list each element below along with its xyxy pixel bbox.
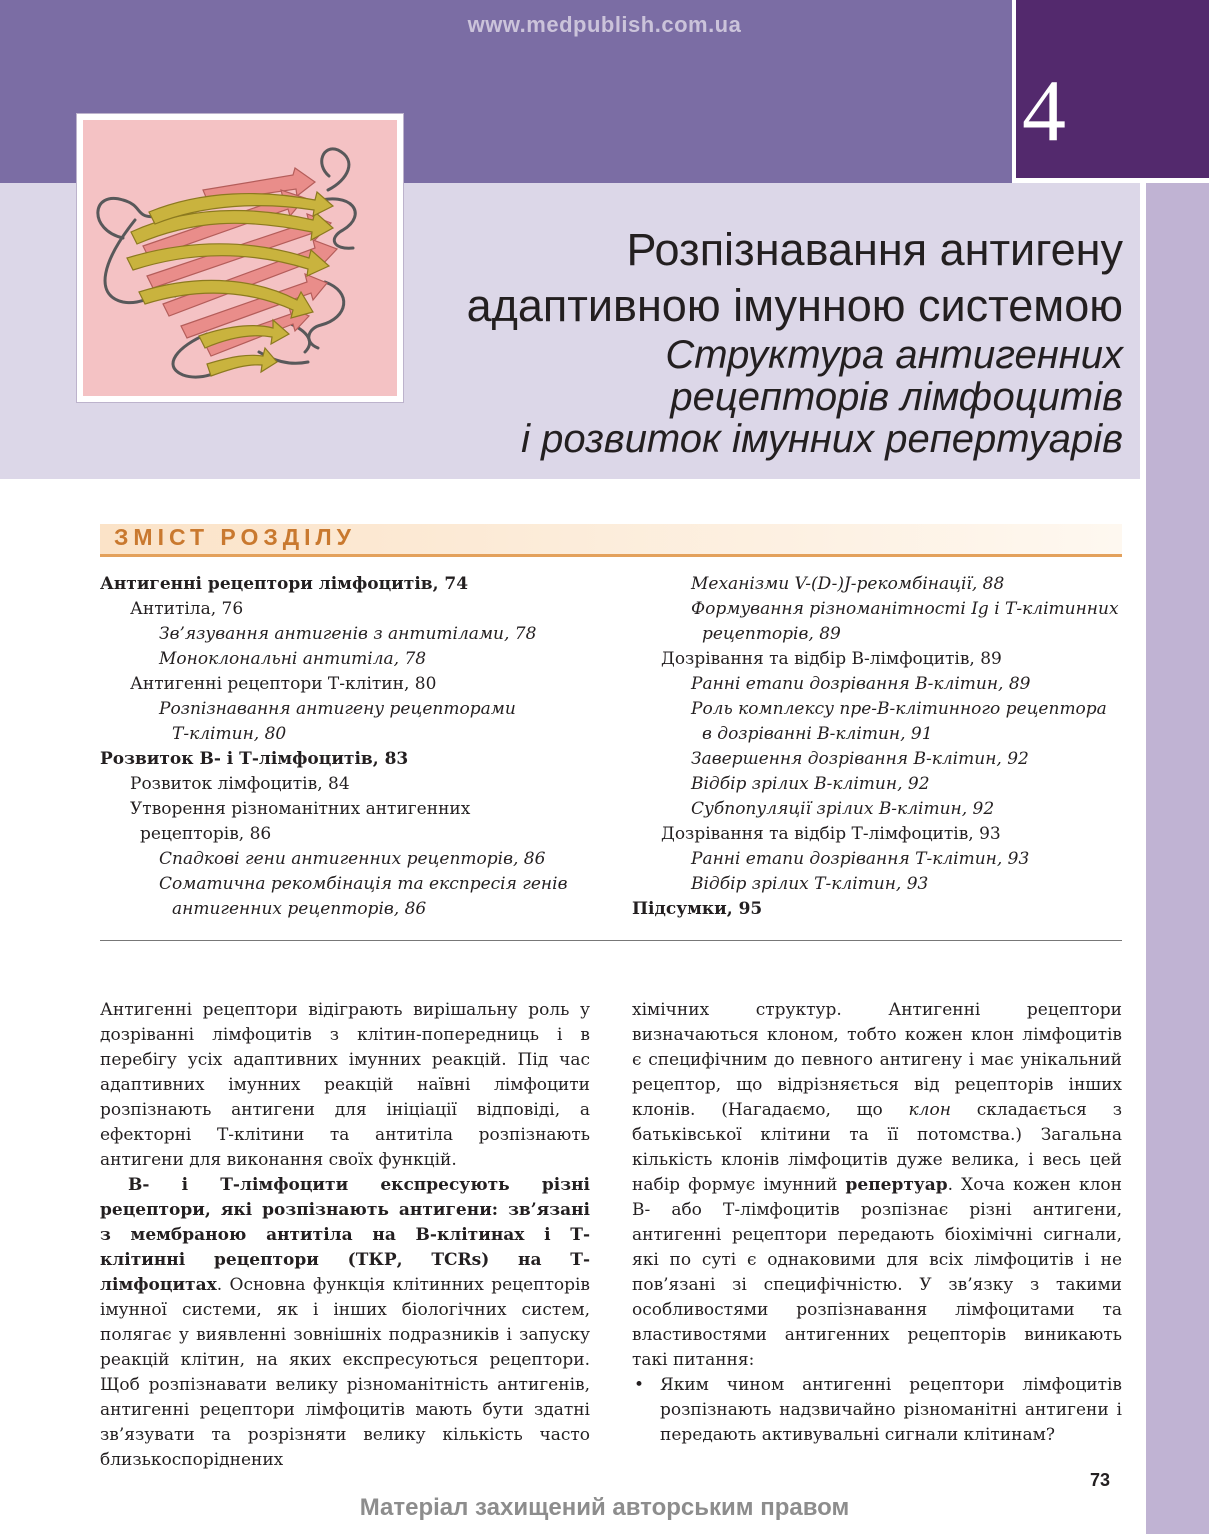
paragraph-text: . Основна функція клітинних рецепторів імунної системи, як і інших біологічних систем, полягає у виявленні зовнішніх подразників і запуску реакцій клітин, на яких експресуються рецептори. Щоб розпізнавати велику різноманітність антигенів, антигенні рецептори лімфоцитів мають бути здатні зв’язувати та розрізняти велику кількість часто близькоспоріднених — [100, 1275, 590, 1470]
toc-entry[interactable]: Підсумки, 95 — [632, 899, 763, 919]
bullet-icon: • — [634, 1375, 645, 1395]
copyright-watermark: Матеріал захищений авторським правом — [359, 1494, 850, 1521]
toc-entry[interactable]: Дозрівання та відбір Т-лімфоцитів, 93 — [661, 824, 1001, 844]
italic-term: клон — [908, 1100, 951, 1120]
side-bar — [1146, 183, 1209, 1534]
body-paragraph: Антигенні рецептори відіграють вирішальну роль у дозріванні лімфоцитів з клітин-попередниць і в перебігу усіх адаптивних імунних реакцій. Під час адаптивних імунних реакцій наївні лімфоцити розпізнають антигени для ініціації відповіді, а ефекторні Т-клітини та антитіла розпізнають антигени для виконання своїх функцій. — [100, 1000, 590, 1170]
body-column-right — [632, 998, 1122, 1448]
page-number: 73 — [1090, 1470, 1111, 1490]
toc-entry-continued[interactable]: в дозріванні В-клітин, 91 — [702, 724, 933, 744]
chapter-title-block — [467, 222, 1123, 460]
toc-entry[interactable]: Дозрівання та відбір В-лімфоцитів, 89 — [661, 649, 1002, 669]
contents-heading-bar — [100, 524, 1122, 557]
subtitle-line: рецепторів лімфоцитів — [670, 375, 1123, 419]
toc-entry[interactable]: Завершення дозрівання В-клітин, 92 — [691, 749, 1029, 769]
chapter-figure — [77, 114, 403, 402]
toc-entry[interactable]: Розвиток лімфоцитів, 84 — [130, 774, 350, 794]
paragraph-text: складається з батьківської клітини та її потомства.) Загальна кількість клонів лімфоцитів дуже велика, і весь цей набір формує імунний — [632, 1100, 1122, 1195]
toc-entry[interactable]: Субпопуляції зрілих В-клітин, 92 — [691, 799, 995, 819]
toc-entry[interactable]: Механізми V-(D-)J-рекомбінації, 88 — [691, 574, 1005, 594]
toc-entry[interactable]: Антигенні рецептори лімфоцитів, 74 — [100, 574, 469, 594]
toc-entry[interactable]: Соматична рекомбінація та експресія генів — [159, 874, 568, 894]
subtitle-line: Структура антигенних — [665, 333, 1123, 377]
toc-entry[interactable]: Спадкові гени антигенних рецепторів, 86 — [159, 849, 546, 869]
paragraph-text: хімічних структур. Антигенні рецептори визначаються клоном, тобто кожен клон лімфоцитів є специфічним до певного антигену і має унікальний рецептор, що відрізняється від рецепторів інших клонів. (Нагадаємо, що — [632, 1000, 1122, 1120]
title-line: Розпізнавання антигену — [626, 224, 1123, 275]
toc-entry[interactable]: Утворення різноманітних антигенних — [130, 799, 471, 819]
toc-entry[interactable]: Зв’язування антигенів з антитілами, 78 — [159, 624, 537, 644]
section-divider — [100, 940, 1122, 941]
toc-entry[interactable]: Відбір зрілих В-клітин, 92 — [691, 774, 930, 794]
bold-lead: В- і Т-лімфоцити експресують різні рецептори, які розпізнають антигени: зв’язані з мембраною антитіла на В-клітинах і Т-клітинні рецептори (ТКР, TCRs) на Т-лімфоцитах — [100, 1175, 590, 1295]
title-line: адаптивною імунною системою — [466, 280, 1123, 331]
toc-entry[interactable]: Розпізнавання антигену рецепторами — [159, 699, 516, 719]
body-paragraph — [632, 998, 1122, 1373]
chapter-number: 4 — [1022, 63, 1066, 160]
bold-term: репертуар — [845, 1175, 948, 1195]
toc-entry[interactable]: Антитіла, 76 — [130, 599, 244, 619]
contents-heading: ЗМІСТ РОЗДІЛУ — [114, 524, 356, 550]
toc-entry[interactable]: Антигенні рецептори Т-клітин, 80 — [130, 674, 437, 694]
toc-entry-continued[interactable]: Т-клітин, 80 — [172, 724, 287, 744]
toc-entry-continued[interactable]: антигенних рецепторів, 86 — [172, 899, 427, 919]
toc-entry-continued[interactable]: рецепторів, 86 — [140, 824, 272, 844]
toc-entry[interactable]: Роль комплексу пре-В-клітинного рецептора — [691, 699, 1107, 719]
bullet-text: Яким чином антигенні рецептори лімфоцитів розпізнають надзвичайно різноманітні антигени і передають активувальні сигнали клітинам? — [660, 1375, 1122, 1445]
subtitle-line: і розвиток імунних репертуарів — [521, 417, 1123, 461]
toc-entry-continued[interactable]: рецепторів, 89 — [702, 624, 841, 644]
bullet-item — [632, 1373, 1122, 1448]
toc-entry[interactable]: Формування різноманітності Ig і Т-клітинних — [691, 599, 1119, 619]
paragraph-text: . Хоча кожен клон В- або Т-лімфоцитів розпізнає різні антигени, антигенні рецептори передають біохімічні сигнали, які по суті є однаковими для всіх лімфоцитів і не пов’язані зі специфічністю. У зв’язку з такими особливостями розпізнавання лімфоцитами та властивостями антигенних рецепторів виникають такі питання: — [632, 1175, 1122, 1370]
toc-entry[interactable]: Ранні етапи дозрівання В-клітин, 89 — [691, 674, 1031, 694]
toc-entry[interactable]: Ранні етапи дозрівання Т-клітин, 93 — [691, 849, 1030, 869]
toc-left-column — [100, 572, 567, 922]
watermark-url: www.medpublish.com.ua — [467, 12, 742, 37]
body-paragraph — [100, 1173, 590, 1473]
protein-beta-sheet-icon — [83, 120, 397, 396]
toc-entry[interactable]: Відбір зрілих Т-клітин, 93 — [691, 874, 929, 894]
toc-entry[interactable]: Моноклональні антитіла, 78 — [159, 649, 427, 669]
toc-entry[interactable]: Розвиток В- і Т-лімфоцитів, 83 — [100, 749, 409, 769]
body-column-left — [100, 998, 590, 1473]
toc-right-column — [632, 572, 1119, 922]
